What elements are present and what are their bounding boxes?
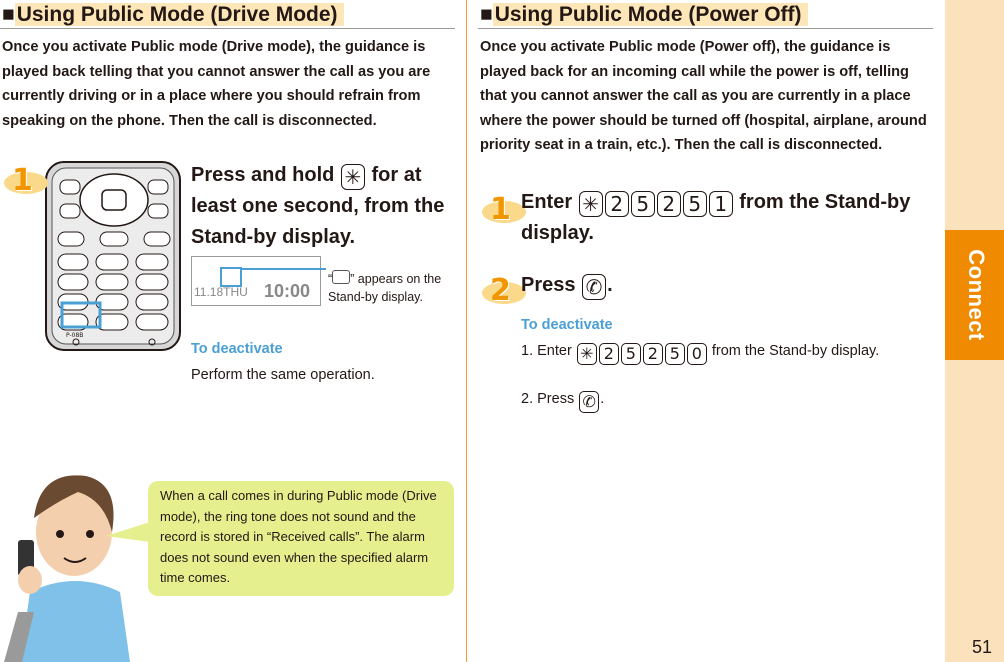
asterisk-key-icon: ✳ (579, 191, 603, 217)
step2-post: . (607, 274, 613, 296)
standby-screen (191, 256, 321, 306)
digit-key: 2 (605, 191, 629, 217)
digit-key: 1 (709, 191, 733, 217)
left-heading-rule (0, 28, 455, 29)
heading-square-icon: ■ (480, 3, 493, 26)
digit-key: 2 (657, 191, 681, 217)
bubble-tail (104, 518, 154, 548)
right-step-1-text (521, 187, 931, 249)
column-divider (466, 0, 467, 662)
left-heading (2, 2, 344, 28)
item-post: . (600, 391, 605, 407)
standby-date: 11.18THU (194, 285, 248, 299)
digit-key: 5 (631, 191, 655, 217)
right-heading-rule (478, 28, 933, 29)
callout-close: ” appears on the Stand-by display. (328, 272, 442, 304)
right-heading (480, 2, 808, 28)
right-intro: Once you activate Public mode (Power off), the guidance is played back for an incoming call while the power is off, telling that you cannot answer the call as you are currently in a place where the power should be turned off (hospital, airplane, around priority seat in a train, etc.). Then the call is disconnected. (480, 39, 927, 154)
digit-key: 0 (687, 343, 707, 365)
right-step-2-text (521, 270, 931, 301)
person-illustration (0, 462, 150, 662)
item-pre: Press (537, 391, 575, 407)
step1-post: from the Stand-by display. (521, 191, 911, 244)
item-pre: Enter (537, 343, 572, 359)
asterisk-key-icon: ✳ (341, 164, 365, 190)
connect-tab-label: Connect (964, 249, 989, 341)
drive-mode-callout-icon (332, 270, 350, 284)
digit-key: 5 (665, 343, 685, 365)
callout-line (241, 268, 326, 270)
step1-post: for at least one second, from the Stand-by display. (191, 164, 445, 248)
left-heading-text: Using Public Mode (Drive Mode) (15, 3, 344, 26)
item-post: from the Stand-by display. (711, 343, 880, 359)
left-step-1-number: 1 (12, 163, 33, 198)
step1-pre: Press and hold (191, 164, 335, 186)
right-step-2-number: 2 (490, 273, 511, 308)
call-key-icon: ✆ (579, 391, 599, 413)
asterisk-key-icon: ✳ (577, 343, 597, 365)
step2-pre: Press (521, 274, 576, 296)
right-step-2-badge (482, 273, 524, 308)
item-number: 2. (521, 391, 534, 407)
digit-key: 2 (643, 343, 663, 365)
drive-mode-icon (220, 267, 242, 287)
step1-pre: Enter (521, 191, 573, 213)
left-deactivate-label: To deactivate (191, 341, 283, 357)
digit-key: 5 (621, 343, 641, 365)
right-step-1-number: 1 (490, 192, 511, 227)
callout-open: “ (328, 272, 333, 286)
left-step-1-badge (4, 163, 46, 198)
right-deactivate-item-2 (521, 388, 921, 413)
item-number: 1. (521, 343, 534, 359)
right-step-1-badge (482, 192, 524, 227)
page-number: 51 (971, 637, 992, 657)
phone-illustration (44, 160, 184, 355)
right-deactivate-label: To deactivate (521, 317, 613, 333)
call-key-icon: ✆ (582, 274, 606, 300)
left-step-1-text (191, 160, 457, 253)
standby-time: 10:00 (264, 281, 311, 301)
left-deactivate-text: Perform the same operation. (191, 367, 375, 383)
heading-square-icon: ■ (2, 3, 15, 26)
callout-text (328, 270, 448, 306)
left-intro: Once you activate Public mode (Drive mode), the guidance is played back telling that you cannot answer the call as you are currently driving or in a place where you should refrain from speaking on the phone. Then the call is disconnected. (2, 39, 431, 129)
right-deactivate-item-1 (521, 340, 921, 365)
digit-key: 5 (683, 191, 707, 217)
phone-brand: P-08B (66, 332, 84, 339)
digit-key: 2 (599, 343, 619, 365)
bubble-text: When a call comes in during Public mode (Drive mode), the ring tone does not sound and the record is stored in “Received calls”. The alarm does not sound even when the specified alarm time comes. (160, 488, 437, 585)
right-heading-text: Using Public Mode (Power Off) (493, 3, 808, 26)
